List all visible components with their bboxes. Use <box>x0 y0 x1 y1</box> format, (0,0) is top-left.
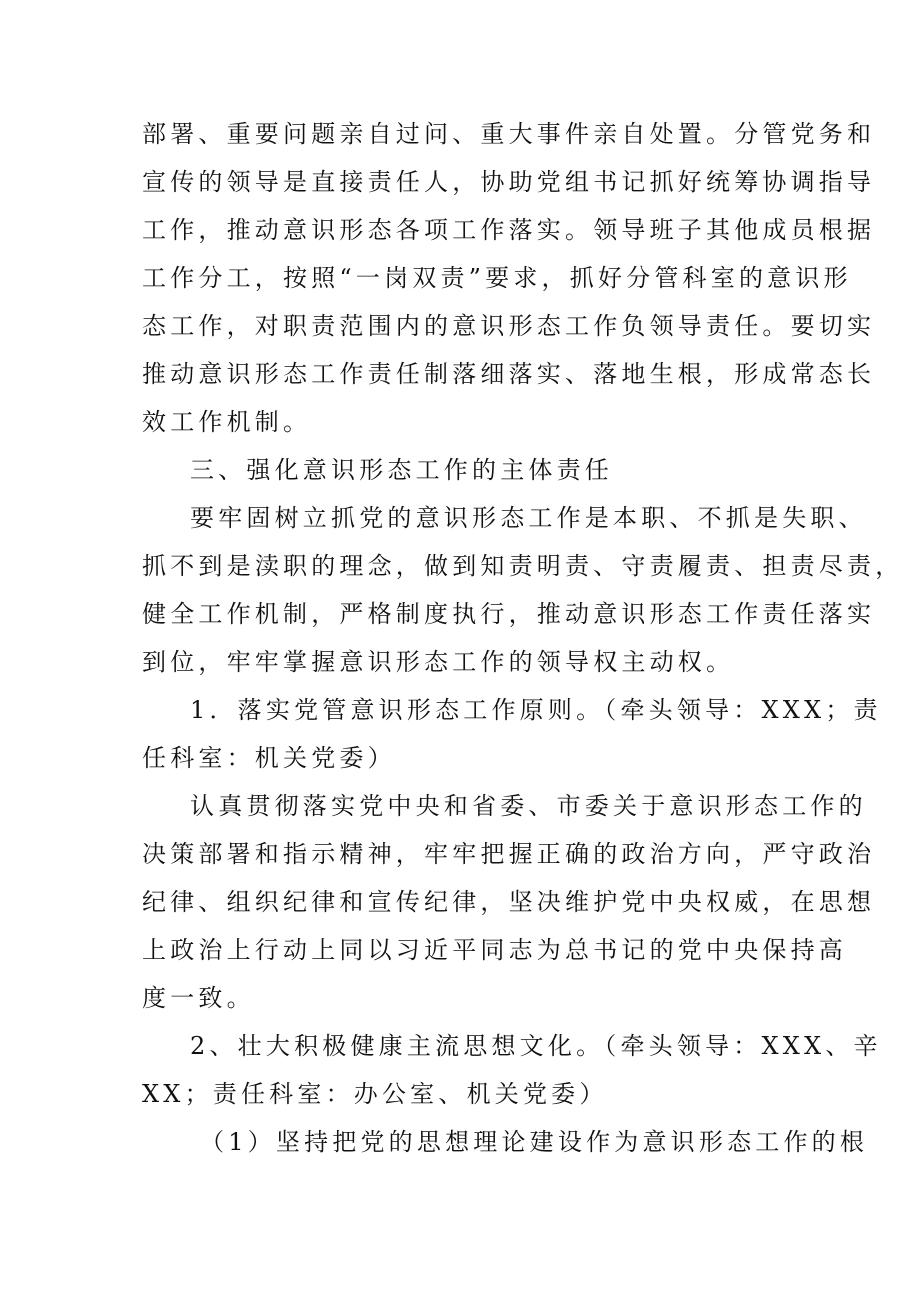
body-line: 工作分工，按照“一岗双责”要求，抓好分管科室的意识形 <box>142 264 852 292</box>
body-line: 宣传的领导是直接责任人，协助党组书记抓好统筹协调指导 <box>142 168 876 196</box>
body-line: 态工作，对职责范围内的意识形态工作负领导责任。要切实 <box>142 312 876 340</box>
body-line: 部署、重要问题亲自过问、重大事件亲自处置。分管党务和 <box>142 120 876 148</box>
body-line: 决策部署和指示精神，牢牢把握正确的政治方向，严守政治 <box>142 840 876 868</box>
body-line: 纪律、组织纪律和宣传纪律，坚决维护党中央权威，在思想 <box>142 888 876 916</box>
body-line: 上政治上行动上同以习近平同志为总书记的党中央保持高 <box>142 936 847 964</box>
body-line: 要牢固树立抓党的意识形态工作是本职、不抓是失职、 <box>190 504 867 532</box>
section-heading: 三、强化意识形态工作的主体责任 <box>190 456 613 484</box>
body-line: 认真贯彻落实党中央和省委、市委关于意识形态工作的 <box>190 792 867 820</box>
body-line: 到位，牢牢掌握意识形态工作的领导权主动权。 <box>142 648 735 676</box>
body-line: 度一致。 <box>142 984 255 1012</box>
body-line: 工作，推动意识形态各项工作落实。领导班子其他成员根据 <box>142 216 876 244</box>
body-line: 健全工作机制，严格制度执行，推动意识形态工作责任落实 <box>142 600 876 628</box>
document-body <box>142 110 904 1166</box>
sub-item-line: （1）坚持把党的思想理论建设作为意识形态工作的根 <box>200 1128 869 1156</box>
body-line: 效工作机制。 <box>142 408 312 436</box>
body-line: 推动意识形态工作责任制落细落实、落地生根，形成常态长 <box>142 360 876 388</box>
item-heading: 2、壮大积极健康主流思想文化。（牵头领导：XXX、辛 <box>190 1032 882 1060</box>
item-heading: 1．落实党管意识形态工作原则。（牵头领导：XXX；责 <box>190 696 882 724</box>
item-heading-continued: XX；责任科室：办公室、机关党委） <box>142 1080 608 1108</box>
body-line: 抓不到是渎职的理念，做到知责明责、守责履责、担责尽责， <box>142 552 904 580</box>
item-heading-continued: 任科室：机关党委） <box>142 744 396 772</box>
